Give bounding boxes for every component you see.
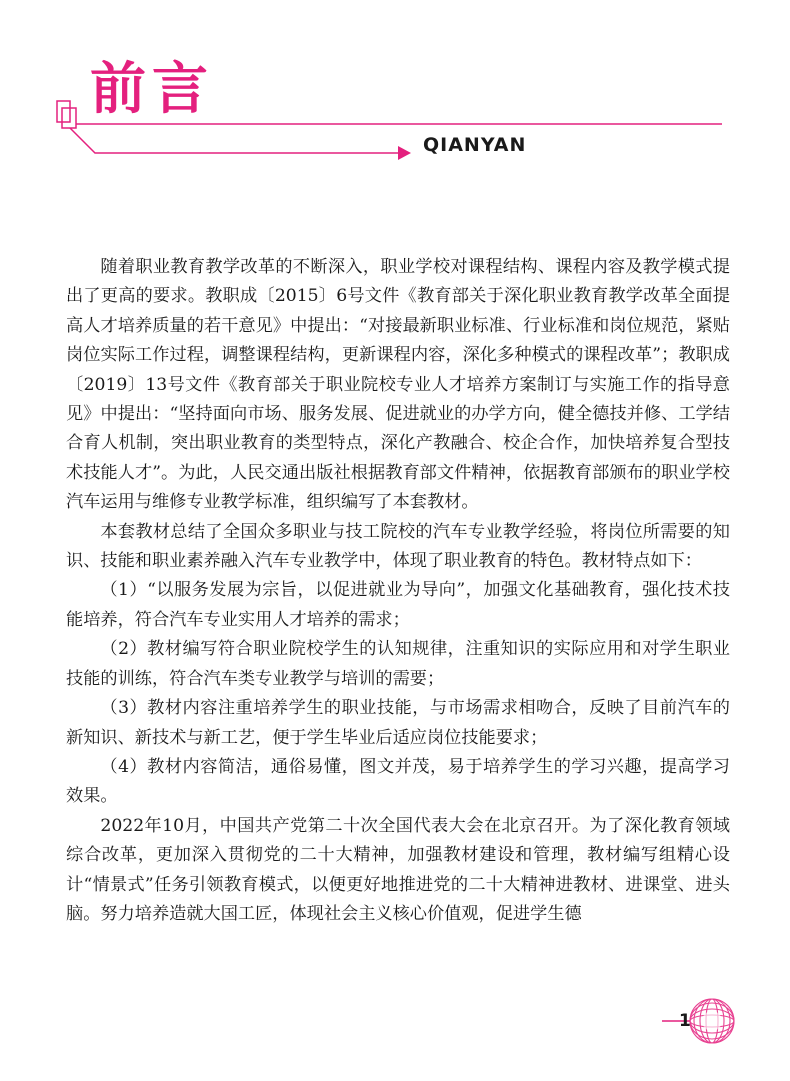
paragraph: 随着职业教育教学改革的不断深入，职业学校对课程结构、课程内容及教学模式提出了更高的要求。教职成〔2015〕6号文件《教育部关于深化职业教育教学改革全面提高人才培养质量的若干意见》中提出：“对接最新职业标准、行业标准和岗位规范，紧贴岗位实际工作过程，调整课程结构，更新课程内容，深化多种模式的课程改革”；教职成〔2019〕13号文件《教育部关于职业院校专业人才培养方案制订与实施工作的指导意见》中提出：“坚持面向市场、服务发展、促进就业的办学方向，健全德技并修、工学结合育人机制，突出职业教育的类型特点，深化产教融合、校企合作，加快培养复合型技术技能人才”。为此，人民交通出版社根据教育部文件精神，依据教育部颁布的职业学校汽车运用与维修专业教学标准，组织编写了本套教材。 [66, 257, 730, 513]
paragraph: （1）“以服务发展为宗旨，以促进就业为导向”，加强文化基础教育，强化技术技能培养，符合汽车专业实用人才培养的需求； [66, 580, 730, 630]
paragraph: 本套教材总结了全国众多职业与技工院校的汽车专业教学经验，将岗位所需要的知识、技能和职业素养融入汽车专业教学中，体现了职业教育的特色。教材特点如下： [66, 521, 730, 572]
paragraph: （2）教材编写符合职业院校学生的认知规律，注重知识的实际应用和对学生职业技能的训练，符合汽车类专业教学与培训的需要； [66, 639, 730, 689]
paragraph: （3）教材内容注重培养学生的职业技能，与市场需求相吻合，反映了目前汽车的新知识、新技术与新工艺，便于学生毕业后适应岗位技能要求； [66, 698, 730, 748]
paragraph: （4）教材内容简洁，通俗易懂，图文并茂，易于培养学生的学习兴趣，提高学习效果。 [66, 756, 730, 807]
page-number: 1 [679, 1011, 691, 1031]
preface-body [66, 253, 730, 929]
paragraph: 2022年10月，中国共产党第二十次全国代表大会在北京召开。为了深化教育领域综合改革，更加深入贯彻党的二十大精神，加强教材建设和管理，教材编写组精心设计“情景式”任务引领教育模式，以便更好地推进党的二十大精神进教材、进课堂、进头脑。努力培养造就大国工匠，体现社会主义核心价值观，促进学生德 [66, 815, 730, 924]
page-subtitle: QIANYAN [423, 134, 527, 156]
page-number-ornament [660, 985, 740, 1065]
page-title: 前言 [90, 57, 214, 122]
